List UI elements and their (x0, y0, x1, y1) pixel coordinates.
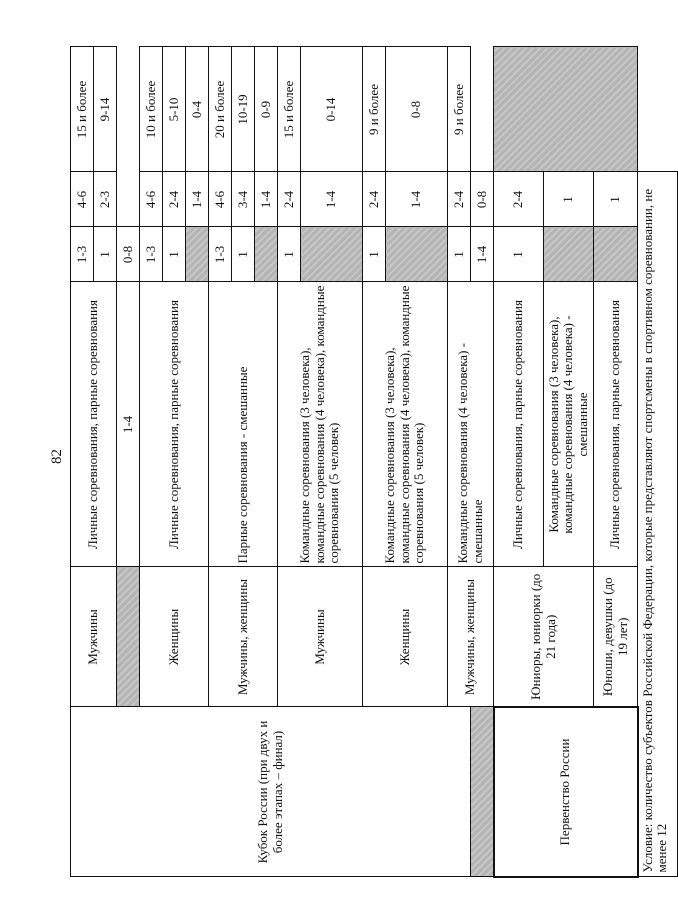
condition-note: Условие: количество субъектов Российской Федерации, которые представляют спортсмены в спортивном соревновании, не менее 12 (638, 172, 678, 877)
discipline-label: Командные соревнования (3 человека), командные соревнования (4 человека) - смешанные (544, 282, 594, 567)
group-label: Мужчины, женщины (209, 567, 278, 707)
table-row: Женщины Командные соревнования (3 человека), командные соревнования (4 человека), командные соревнования (5 человек) 1 2-4 9 и более (363, 47, 386, 877)
group-label: Женщины (363, 567, 448, 707)
group-label: Мужчины (71, 567, 117, 707)
table-row: 1-4 0-9 (255, 47, 278, 877)
table-row: Юноши, девушки (до 19 лет) Личные соревнования, парные соревнования 1 (594, 47, 638, 877)
cup-label: Кубок России (при двух и более этапах – финал) (71, 707, 471, 877)
discipline-label: Командные соревнования (3 человека), командные соревнования (4 человека), командные соревнования (5 человек) (278, 282, 363, 567)
table-row (638, 47, 678, 877)
discipline-label: Командные соревнования (3 человека), командные соревнования (4 человека), командные соревнования (5 человек) (363, 282, 448, 567)
table-row: Мужчины, женщины Парные соревнования - смешанные 1-3 4-6 20 и более (209, 47, 232, 877)
qualification-table (70, 47, 678, 879)
table-row: 1-4 0-8 (386, 47, 448, 877)
table-row: 1 3-4 10-19 (232, 47, 255, 877)
group-label: Мужчины, женщины (448, 567, 494, 707)
discipline-label: Парные соревнования - смешанные (209, 282, 278, 567)
discipline-label: Личные соревнования, парные соревнования (494, 282, 544, 567)
page-number: 82 (49, 449, 65, 464)
table-row: Первенство России Юниоры, юниорки (до 21 года) Личные соревнования, парные соревнования 1 2-4 (494, 47, 544, 877)
discipline-label: Личные соревнования, парные соревнования (71, 282, 117, 567)
group-label: Юноши, девушки (до 19 лет) (594, 567, 638, 707)
championship-label: Первенство России (494, 707, 638, 877)
table-row: 1-4 0-14 (301, 47, 363, 877)
table-row: 1-4 0-8 (471, 47, 494, 877)
group-label: Юниоры, юниорки (до 21 года) (494, 567, 594, 707)
discipline-label: Личные соревнования, парные соревнования (594, 282, 638, 567)
table-row: 1 2-4 5-10 (163, 47, 186, 877)
qualification-table-container (70, 48, 670, 878)
table-row: 1-4 0-4 (186, 47, 209, 877)
table-row: 1 2-3 9-14 (94, 47, 117, 877)
table-row: Кубок России (при двух и более этапах – финал) Мужчины Личные соревнования, парные соревнования 1-3 4-6 15 и более (71, 47, 94, 877)
table-row: Мужчины, женщины Командные соревнования (4 человека) - смешанные 1 2-4 9 и более (448, 47, 471, 877)
group-label: Женщины (140, 567, 209, 707)
table-row: Мужчины Командные соревнования (3 человека), командные соревнования (4 человека), командные соревнования (5 человек) 1 2-4 15 и более (278, 47, 301, 877)
table-row: Командные соревнования (3 человека), командные соревнования (4 человека) - смешанные 1 (544, 47, 594, 877)
table-row: 1-4 0-8 (117, 47, 140, 877)
discipline-label: Личные соревнования, парные соревнования (140, 282, 209, 567)
discipline-label: Командные соревнования (4 человека) - смешанные (448, 282, 494, 567)
table-row: Женщины Личные соревнования, парные соревнования 1-3 4-6 10 и более (140, 47, 163, 877)
group-label: Мужчины (278, 567, 363, 707)
